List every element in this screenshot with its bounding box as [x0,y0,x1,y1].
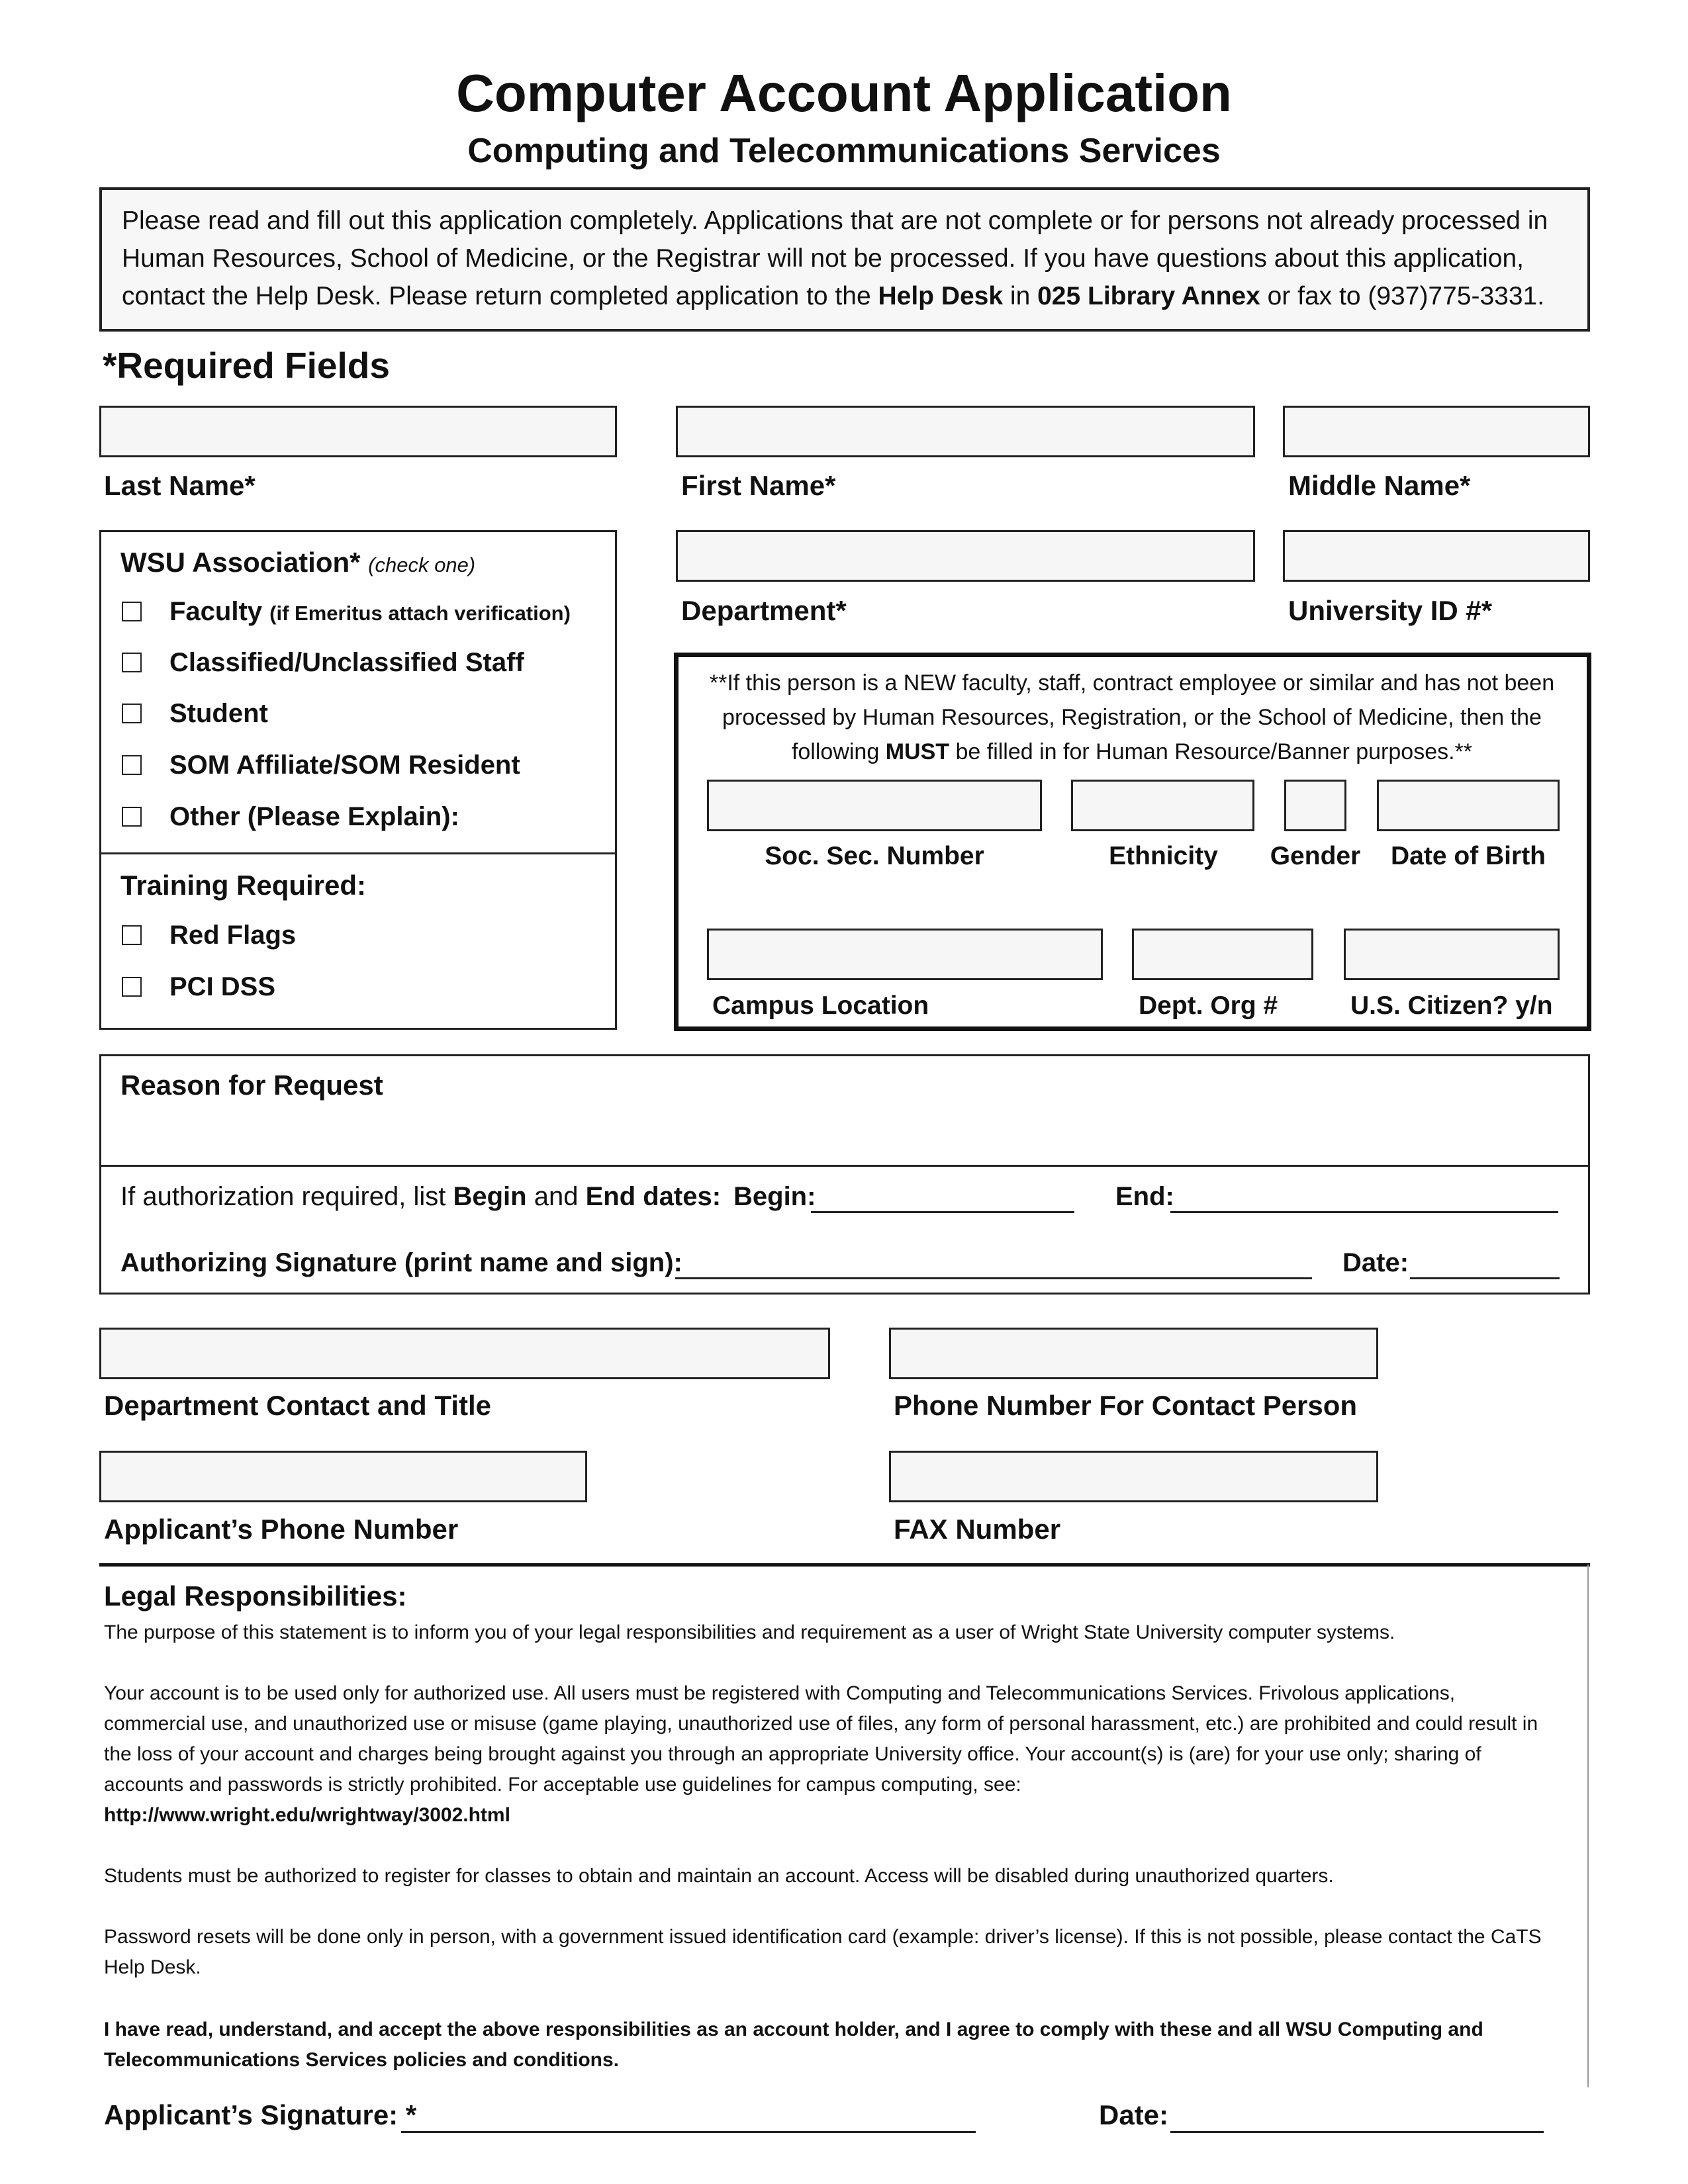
legal-paragraph-password: Password resets will be done only in person, with a government issued identification card (example: driver’s license). If this is not possible, please contact the CaTS Help Desk. [104,1926,1542,1978]
department-contact-label: Department Contact and Title [104,1390,491,1421]
auth-and: and [526,1182,586,1211]
begin-date-line[interactable] [811,1182,1074,1213]
intro-help-desk: Help Desk [878,282,1004,310]
option-label: Classified/Unclassified Staff [169,648,524,677]
legal-heading: Legal Responsibilities: [104,1580,407,1612]
end-date-line[interactable] [1170,1182,1558,1213]
association-heading [120,547,475,578]
department-label: Department* [681,595,847,626]
ethnicity-label: Ethnicity [1109,842,1218,870]
checkbox-icon[interactable] [122,602,142,621]
option-label: Other (Please Explain): [169,802,459,831]
dept-org-field[interactable] [1132,929,1313,980]
last-name-label: Last Name* [104,470,256,501]
legal-paragraph-students: Students must be authorized to register for classes to obtain and maintain an account. Access will be disabled during unauthorized quarters. [104,1865,1334,1887]
last-name-field[interactable] [99,406,617,457]
association-heading-text: WSU Association* [120,547,361,578]
reason-heading: Reason for Request [120,1069,383,1101]
university-id-label: University ID #* [1288,595,1493,626]
authorizing-date-line[interactable] [1410,1248,1560,1279]
legal-paragraph-purpose: The purpose of this statement is to inform you of your legal responsibilities and requirement as a user of Wright State University computer systems. [104,1621,1395,1643]
middle-name-label: Middle Name* [1288,470,1471,501]
authorizing-date-label: Date: [1342,1248,1409,1277]
first-name-field[interactable] [676,406,1255,457]
contact-phone-label: Phone Number For Contact Person [894,1390,1358,1421]
contact-phone-field[interactable] [889,1328,1378,1379]
training-option-pci-dss[interactable] [122,972,275,1002]
new-person-notice [688,666,1575,769]
intro-text: Please read and fill out this application completely. Applications that are not complete or for persons not already processed in Human Resources, School of Medicine, or the Registrar will not be processed. If you have questions about this application, contact the Help Desk. Please return completed application to the [122,206,1548,310]
auth-text: If authorization required, list [120,1182,453,1211]
notice-text-2: be filled in for Human Resource/Banner purposes.** [949,739,1473,764]
legal-divider [99,1563,1590,1567]
authorizing-signature-label: Authorizing Signature (print name and sign): [120,1248,682,1277]
checkbox-icon[interactable] [122,755,142,775]
applicant-signature-line[interactable] [401,2099,976,2133]
department-contact-field[interactable] [99,1328,830,1379]
association-option-faculty[interactable] [122,597,571,627]
authorization-dates-row [120,1182,721,1212]
ethnicity-field[interactable] [1071,780,1254,831]
us-citizen-label: U.S. Citizen? y/n [1350,991,1553,1020]
applicant-date-label: Date: [1099,2099,1169,2130]
gender-label: Gender [1270,842,1361,870]
notice-must: MUST [885,739,950,764]
legal-paragraph-usage [104,1678,1547,1831]
university-id-field[interactable] [1283,530,1590,582]
page-subtitle: Computing and Telecommunications Services [467,132,1221,170]
checkbox-icon[interactable] [122,807,142,827]
required-fields-heading: *Required Fields [103,345,390,386]
association-hint: (check one) [368,553,476,576]
date-of-birth-label: Date of Birth [1391,842,1546,870]
auth-begin-bold: Begin [453,1182,527,1211]
association-option-staff[interactable] [122,648,524,678]
page-title: Computer Account Application [456,64,1232,122]
first-name-label: First Name* [681,470,836,501]
option-label: PCI DSS [169,972,276,1001]
begin-date-label: Begin: [733,1182,816,1211]
option-label: SOM Affiliate/SOM Resident [169,751,520,780]
checkbox-icon[interactable] [122,704,142,723]
legal-usage-text: Your account is to be used only for authorized use. All users must be registered with Computing and Telecommunications Services. Frivolous applications, commercial use, and unauthorized use or misuse (game playing, unauthorized use of files, any form of personal harassment, etc.) are prohibited and could result in the loss of your account and charges being brought against you through an appropriate University office. Your account(s) is (are) for your use only; sharing of accounts and passwords is strictly prohibited. For acceptable use guidelines for campus computing, see: [104,1682,1538,1796]
us-citizen-field[interactable] [1344,929,1560,980]
dept-org-label: Dept. Org # [1139,991,1278,1020]
ssn-field[interactable] [707,780,1042,831]
reason-divider [99,1165,1590,1167]
option-label: Red Flags [169,921,297,950]
auth-end-bold: End dates: [585,1182,722,1211]
fax-number-field[interactable] [889,1451,1378,1502]
checkbox-icon[interactable] [122,925,142,945]
intro-text-2: in [1003,282,1038,310]
campus-location-label: Campus Location [712,991,929,1020]
association-option-som[interactable] [122,751,520,780]
campus-location-field[interactable] [707,929,1103,980]
date-of-birth-field[interactable] [1377,780,1560,831]
applicant-phone-label: Applicant’s Phone Number [104,1514,459,1545]
training-option-red-flags[interactable] [122,921,296,950]
legal-guidelines-link[interactable]: http://www.wright.edu/wrightway/3002.html [104,1804,510,1826]
reason-input[interactable] [120,1112,1570,1157]
intro-box [99,187,1590,332]
association-divider [99,852,617,854]
fax-number-label: FAX Number [894,1514,1061,1545]
option-note: (if Emeritus attach verification) [269,602,571,625]
ssn-label: Soc. Sec. Number [765,842,984,870]
option-label: Student [169,699,268,728]
association-option-other[interactable] [122,802,459,832]
applicant-date-line[interactable] [1170,2099,1544,2133]
department-field[interactable] [676,530,1255,582]
option-label: Faculty [169,597,263,626]
notice-text: **If this person is a NEW faculty, staff, contract employee or similar and has not been processed by Human Resources, Registration, or the School of Medicine, then the following [709,670,1555,764]
legal-side-rule [1587,1565,1589,2087]
end-date-label: End: [1115,1182,1174,1211]
applicant-phone-field[interactable] [99,1451,587,1502]
checkbox-icon[interactable] [122,977,142,997]
gender-field[interactable] [1284,780,1346,831]
intro-text-3: or fax to (937)775-3331. [1260,282,1545,310]
training-heading: Training Required: [120,870,367,901]
applicant-signature-label: Applicant’s Signature: * [104,2099,417,2130]
legal-agreement: I have read, understand, and accept the above responsibilities as an account holder, and I agree to comply with these and all WSU Computing and Telecommunications Services policies and conditions. [104,2019,1483,2071]
authorizing-signature-line[interactable] [675,1248,1312,1279]
intro-location: 025 Library Annex [1037,282,1260,310]
checkbox-icon[interactable] [122,653,142,672]
association-option-student[interactable] [122,699,268,729]
middle-name-field[interactable] [1283,406,1590,457]
